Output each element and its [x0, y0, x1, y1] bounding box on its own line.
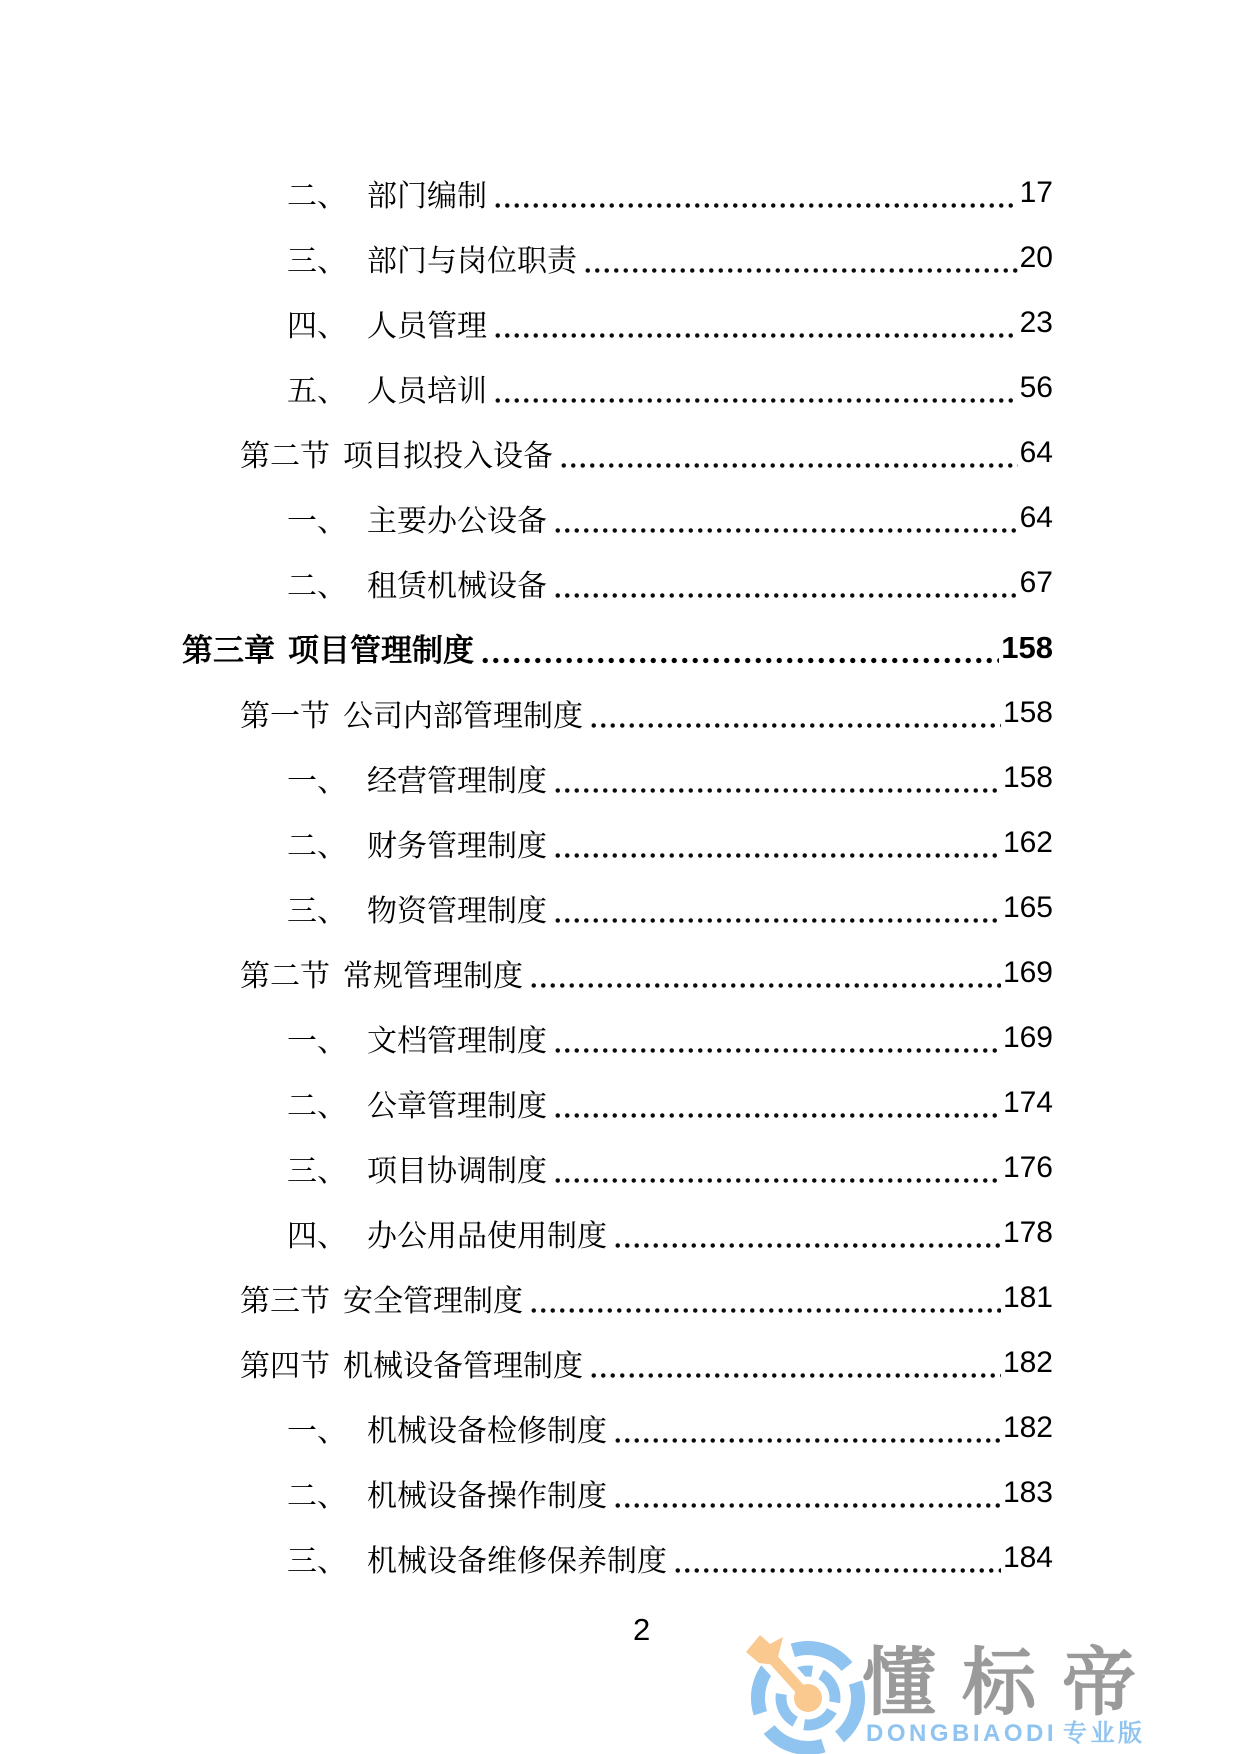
toc-leader-dots: [493, 290, 1018, 355]
toc-leader-dots: [493, 160, 1018, 225]
toc-entry-number: 四、: [287, 1219, 347, 1253]
toc-entry-number: 五、: [287, 374, 347, 408]
toc-entry-title: 部门编制: [367, 179, 487, 213]
toc-entry: [0, 875, 1053, 940]
dongbiaodi-logo-icon: [740, 1630, 880, 1754]
toc-leader-dots: [553, 485, 1018, 550]
toc-leader-dots: [589, 1330, 1001, 1395]
toc-entry-page: 174: [1002, 1085, 1053, 1119]
toc-entry-page: 169: [1002, 1020, 1053, 1054]
toc-entry-title: 常规管理制度: [343, 959, 523, 993]
toc-entry-title: 部门与岗位职责: [367, 244, 577, 278]
toc-entry-number: 二、: [287, 829, 347, 863]
toc-entry-page: 64: [1019, 435, 1053, 469]
toc-entry-title: 人员培训: [367, 374, 487, 408]
toc-leader-dots: [553, 1005, 1001, 1070]
toc-entry-title: 项目拟投入设备: [343, 439, 553, 473]
toc-entry-number: 第三节: [240, 1284, 330, 1318]
toc-entry-number: 第二节: [240, 959, 330, 993]
toc-entry: [0, 1395, 1053, 1460]
toc-entry-page: 158: [1001, 629, 1053, 665]
toc-entry-number: 一、: [287, 1414, 347, 1448]
page-number: 2: [633, 1612, 651, 1647]
toc-leader-dots: [553, 1070, 1001, 1135]
toc-entry-page: 182: [1002, 1410, 1053, 1444]
toc-entry-title: 财务管理制度: [367, 829, 547, 863]
toc-entry-title: 项目管理制度: [288, 633, 474, 668]
toc-entry-title: 办公用品使用制度: [367, 1219, 607, 1253]
toc-leader-dots: [529, 940, 1001, 1005]
toc-entry-page: 162: [1002, 825, 1053, 859]
toc-leader-dots: [553, 745, 1001, 810]
toc-entry: [0, 1200, 1053, 1265]
toc-entry-number: 二、: [287, 179, 347, 213]
toc-entry-page: 158: [1002, 760, 1053, 794]
toc-entry-page: 183: [1002, 1475, 1053, 1509]
toc-entry-page: 64: [1019, 500, 1053, 534]
toc-leader-dots: [553, 810, 1001, 875]
toc-entry-title: 主要办公设备: [367, 504, 547, 538]
toc-entry-number: 第二节: [240, 439, 330, 473]
toc-leader-dots: [559, 420, 1018, 485]
toc-entry: [0, 485, 1053, 550]
toc-entry-number: 三、: [287, 244, 347, 278]
toc-entry-number: 第一节: [240, 699, 330, 733]
toc-entry-title: 机械设备维修保养制度: [367, 1544, 667, 1578]
toc-entry: [0, 290, 1053, 355]
toc-entry: [0, 550, 1053, 615]
toc-entry: [0, 355, 1053, 420]
toc-entry: [0, 810, 1053, 875]
toc-entry-number: 三、: [287, 894, 347, 928]
toc-entry-title: 机械设备操作制度: [367, 1479, 607, 1513]
toc-entry-number: 三、: [287, 1154, 347, 1188]
toc-leader-dots: [553, 1135, 1001, 1200]
toc-leader-dots: [589, 680, 1001, 745]
toc-entry-title: 经营管理制度: [367, 764, 547, 798]
toc-entry-title: 租赁机械设备: [367, 569, 547, 603]
toc-entry-page: 23: [1019, 305, 1053, 339]
toc-entry: [0, 1135, 1053, 1200]
toc-leader-dots: [613, 1460, 1001, 1525]
watermark-brand-en: [866, 1722, 1146, 1746]
toc-entry-number: 二、: [287, 569, 347, 603]
toc-leader-dots: [613, 1200, 1001, 1265]
toc-entry: [0, 225, 1053, 290]
watermark-brand-cn: 懂标帝: [862, 1641, 1162, 1724]
toc-entry-title: 公司内部管理制度: [343, 699, 583, 733]
toc-entry-number: 四、: [287, 309, 347, 343]
watermark-brand-en-text: DONGBIAODI: [866, 1720, 1057, 1747]
toc-entry-title: 公章管理制度: [367, 1089, 547, 1123]
toc-entry-page: 182: [1002, 1345, 1053, 1379]
toc-entry-page: 176: [1002, 1150, 1053, 1184]
toc-entry-title: 机械设备管理制度: [343, 1349, 583, 1383]
toc-entry: [0, 1525, 1053, 1590]
toc-entry-page: 178: [1002, 1215, 1053, 1249]
toc-entry-title: 机械设备检修制度: [367, 1414, 607, 1448]
toc-entry: [0, 420, 1053, 485]
toc-entry-page: 169: [1002, 955, 1053, 989]
table-of-contents: [0, 160, 1053, 1590]
toc-entry: [0, 745, 1053, 810]
toc-entry: [0, 1070, 1053, 1135]
toc-entry-title: 安全管理制度: [343, 1284, 523, 1318]
toc-entry-number: 第四节: [240, 1349, 330, 1383]
toc-entry-title: 物资管理制度: [367, 894, 547, 928]
toc-entry-page: 56: [1019, 370, 1053, 404]
toc-entry: [0, 160, 1053, 225]
toc-entry-number: 一、: [287, 504, 347, 538]
toc-entry-number: 一、: [287, 1024, 347, 1058]
toc-entry-number: 一、: [287, 764, 347, 798]
toc-leader-dots: [529, 1265, 1001, 1330]
toc-entry-page: 158: [1002, 695, 1053, 729]
toc-entry-page: 181: [1002, 1280, 1053, 1314]
toc-entry-number: 二、: [287, 1479, 347, 1513]
toc-leader-dots: [553, 550, 1018, 615]
toc-leader-dots: [613, 1395, 1001, 1460]
toc-entry: [0, 680, 1053, 745]
toc-entry-number: 三、: [287, 1544, 347, 1578]
toc-entry-page: 67: [1019, 565, 1053, 599]
toc-entry-page: 20: [1019, 240, 1053, 274]
toc-leader-dots: [493, 355, 1018, 420]
toc-leader-dots: [553, 875, 1001, 940]
toc-leader-dots: [673, 1525, 1001, 1590]
toc-entry: [0, 1460, 1053, 1525]
toc-entry-page: 165: [1002, 890, 1053, 924]
watermark-edition: 专业版: [1063, 1720, 1146, 1747]
toc-leader-dots: [480, 615, 999, 680]
toc-leader-dots: [583, 225, 1018, 290]
toc-entry-title: 项目协调制度: [367, 1154, 547, 1188]
toc-entry-title: 文档管理制度: [367, 1024, 547, 1058]
toc-entry-page: 184: [1002, 1540, 1053, 1574]
toc-entry: [0, 615, 1053, 680]
toc-entry: [0, 1265, 1053, 1330]
toc-entry-number: 二、: [287, 1089, 347, 1123]
toc-entry-number: 第三章: [182, 633, 275, 668]
toc-entry-title: 人员管理: [367, 309, 487, 343]
toc-entry: [0, 940, 1053, 1005]
toc-entry: [0, 1005, 1053, 1070]
toc-entry: [0, 1330, 1053, 1395]
toc-entry-page: 17: [1019, 175, 1053, 209]
